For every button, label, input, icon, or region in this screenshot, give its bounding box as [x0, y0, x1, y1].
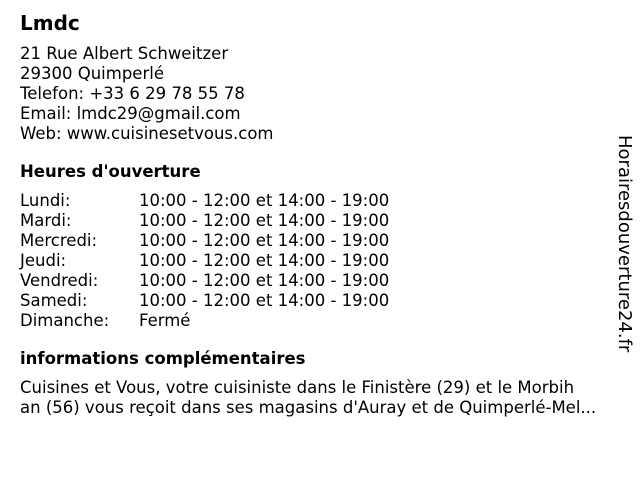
email-line: Email: lmdc29@gmail.com	[20, 104, 241, 123]
additional-info-line-2: an (56) vous reçoit dans ses magasins d'Auray et de Quimperlé-Mel...	[20, 398, 597, 417]
website-line: Web: www.cuisinesetvous.com	[20, 124, 274, 143]
hours-day: Lundi:	[20, 191, 71, 210]
opening-hours-heading: Heures d'ouverture	[20, 162, 201, 181]
hours-time: Fermé	[139, 311, 191, 330]
hours-row-friday	[20, 271, 620, 291]
opening-hours-table	[20, 191, 620, 331]
contact-block	[20, 44, 620, 144]
hours-time: 10:00 - 12:00 et 14:00 - 19:00	[139, 251, 390, 270]
business-name: Lmdc	[20, 11, 80, 35]
hours-day: Dimanche:	[20, 311, 110, 330]
address-line-2: 29300 Quimperlé	[20, 64, 164, 83]
hours-time: 10:00 - 12:00 et 14:00 - 19:00	[139, 271, 390, 290]
hours-row-wednesday	[20, 231, 620, 251]
site-watermark: Horairesdouverture24.fr	[614, 135, 635, 353]
business-card	[20, 10, 620, 418]
additional-info-text	[20, 378, 632, 418]
hours-row-tuesday	[20, 211, 620, 231]
hours-day: Samedi:	[20, 291, 88, 310]
additional-info-heading: informations complémentaires	[20, 349, 306, 368]
hours-row-sunday	[20, 311, 620, 331]
hours-row-thursday	[20, 251, 620, 271]
hours-row-saturday	[20, 291, 620, 311]
hours-day: Mardi:	[20, 211, 72, 230]
hours-day: Mercredi:	[20, 231, 98, 250]
phone-line: Telefon: +33 6 29 78 55 78	[20, 84, 245, 103]
hours-day: Vendredi:	[20, 271, 99, 290]
address-line-1: 21 Rue Albert Schweitzer	[20, 44, 229, 63]
hours-time: 10:00 - 12:00 et 14:00 - 19:00	[139, 231, 390, 250]
hours-row-monday	[20, 191, 620, 211]
hours-time: 10:00 - 12:00 et 14:00 - 19:00	[139, 211, 390, 230]
hours-time: 10:00 - 12:00 et 14:00 - 19:00	[139, 191, 390, 210]
hours-time: 10:00 - 12:00 et 14:00 - 19:00	[139, 291, 390, 310]
additional-info-line-1: Cuisines et Vous, votre cuisiniste dans le Finistère (29) et le Morbih	[20, 378, 575, 397]
hours-day: Jeudi:	[20, 251, 67, 270]
